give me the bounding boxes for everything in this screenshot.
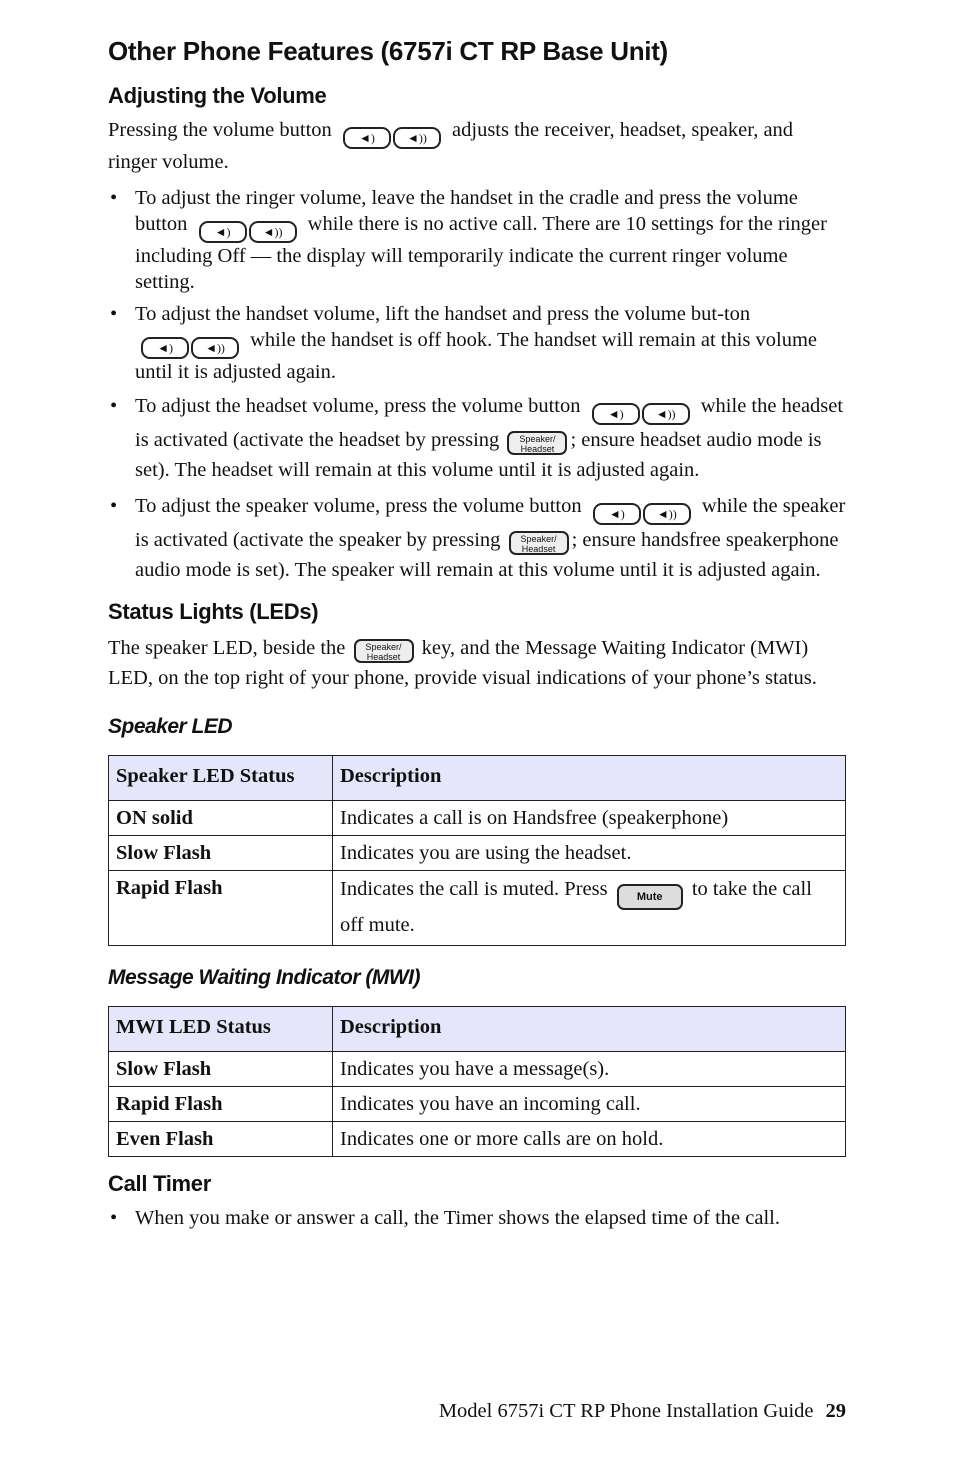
column-header: Description — [333, 756, 846, 801]
bullet-text: To adjust the ringer volume, leave the handset in the cradle and press the volume button — [135, 187, 798, 235]
volume-down-icon: ◄) — [141, 337, 189, 359]
column-header: Speaker LED Status — [109, 756, 333, 801]
volume-up-icon: ◄)) — [642, 403, 690, 425]
volume-up-icon: ◄)) — [191, 337, 239, 359]
volume-up-icon: ◄)) — [249, 221, 297, 243]
description-text: to take the call off mute. — [340, 878, 812, 936]
footer-guide-title: Model 6757i CT RP Phone Installation Guide — [438, 1400, 814, 1422]
leds-intro-text-a: The speaker LED, beside the — [108, 637, 346, 659]
status-cell: Slow Flash — [109, 1052, 333, 1087]
volume-button-icon — [593, 503, 691, 525]
key-label: Speaker/ — [520, 534, 557, 544]
table-row — [109, 1087, 846, 1122]
page-footer — [439, 1400, 846, 1423]
bullet-text: ; ensure headset audio mode is set). The headset will remain at this volume until it is adjusted again. — [135, 429, 822, 481]
mwi-table — [108, 1006, 846, 1157]
mute-key-icon: Mute — [617, 884, 683, 910]
key-label: Headset — [366, 652, 401, 662]
table-header-row — [109, 756, 846, 801]
volume-down-icon: ◄) — [592, 403, 640, 425]
list-item: • When you make or answer a call, the Timer shows the elapsed time of the call. — [108, 1205, 846, 1231]
bullet-text: while there is no active call. There are 10 settings for the ringer including Off — the display will temporarily indicate the current ringer volume setting. — [135, 213, 827, 293]
description-text: Indicates the call is muted. Press — [340, 878, 608, 900]
bullet-text: while the handset is off hook. The handset will remain at this volume until it is adjusted again. — [135, 329, 817, 383]
bullet-text: while the speaker is activated (activate the speaker by pressing — [135, 495, 846, 551]
volume-intro-text-a: Pressing the volume button — [108, 119, 332, 141]
bullet-text: To adjust the handset volume, lift the handset and press the volume but-ton — [135, 303, 751, 325]
table-row — [109, 1122, 846, 1157]
timer-heading: Call Timer — [108, 1171, 211, 1196]
description-cell: Indicates you are using the headset. — [333, 836, 846, 871]
bullet-text: To adjust the speaker volume, press the volume button — [135, 495, 582, 517]
speaker-headset-key-icon — [509, 531, 569, 555]
volume-button-icon — [199, 221, 297, 243]
key-label: Headset — [520, 444, 555, 454]
key-label: Headset — [521, 544, 556, 554]
volume-button-icon — [141, 337, 239, 359]
description-cell — [333, 871, 846, 946]
bullet-text: while the headset is activated (activate the headset by pressing — [135, 395, 844, 451]
table-row — [109, 1052, 846, 1087]
column-header: MWI LED Status — [109, 1007, 333, 1052]
bullet-text: ; ensure handsfree speakerphone audio mode is set). The speaker will remain at this volume until it is adjusted again. — [135, 529, 839, 581]
mwi-heading: Message Waiting Indicator (MWI) — [108, 966, 420, 989]
description-cell: Indicates you have a message(s). — [333, 1052, 846, 1087]
key-label: Speaker/ — [519, 434, 556, 444]
description-cell: Indicates one or more calls are on hold. — [333, 1122, 846, 1157]
column-header: Description — [333, 1007, 846, 1052]
key-label: Speaker/ — [365, 642, 402, 652]
status-cell: Slow Flash — [109, 836, 333, 871]
list-item — [108, 491, 846, 585]
page-number: 29 — [825, 1400, 846, 1422]
leds-heading: Status Lights (LEDs) — [108, 599, 319, 624]
status-cell: ON solid — [109, 801, 333, 836]
volume-button-icon — [343, 127, 441, 149]
timer-list — [108, 1205, 846, 1231]
table-row — [109, 801, 846, 836]
volume-up-icon: ◄)) — [643, 503, 691, 525]
volume-intro-text-b: adjusts the receiver, headset, speaker, and ringer volume. — [108, 119, 794, 173]
description-cell: Indicates you have an incoming call. — [333, 1087, 846, 1122]
table-row — [109, 871, 846, 946]
status-cell: Even Flash — [109, 1122, 333, 1157]
description-cell: Indicates a call is on Handsfree (speakerphone) — [333, 801, 846, 836]
leds-intro-text-b: key, and the Message Waiting Indicator (MWI) LED, on the top right of your phone, provide visual indications of your phone’s status. — [108, 637, 817, 689]
page-title: Other Phone Features (6757i CT RP Base Unit) — [108, 36, 668, 66]
table-row — [109, 836, 846, 871]
volume-up-icon: ◄)) — [393, 127, 441, 149]
status-cell: Rapid Flash — [109, 871, 333, 946]
list-item — [108, 185, 846, 295]
volume-down-icon: ◄) — [199, 221, 247, 243]
volume-down-icon: ◄) — [343, 127, 391, 149]
speaker-headset-key-icon — [354, 639, 414, 663]
speaker-led-table — [108, 755, 846, 946]
status-cell: Rapid Flash — [109, 1087, 333, 1122]
volume-intro — [108, 117, 846, 175]
list-item — [108, 301, 846, 385]
bullet-text: To adjust the headset volume, press the volume button — [135, 395, 581, 417]
volume-button-icon — [592, 403, 690, 425]
leds-intro — [108, 633, 846, 693]
volume-list — [108, 185, 846, 585]
speaker-led-heading: Speaker LED — [108, 715, 233, 738]
list-item — [108, 391, 846, 485]
volume-heading: Adjusting the Volume — [108, 83, 327, 108]
table-header-row — [109, 1007, 846, 1052]
volume-down-icon: ◄) — [593, 503, 641, 525]
page-content — [108, 30, 846, 1241]
speaker-headset-key-icon — [507, 431, 567, 455]
